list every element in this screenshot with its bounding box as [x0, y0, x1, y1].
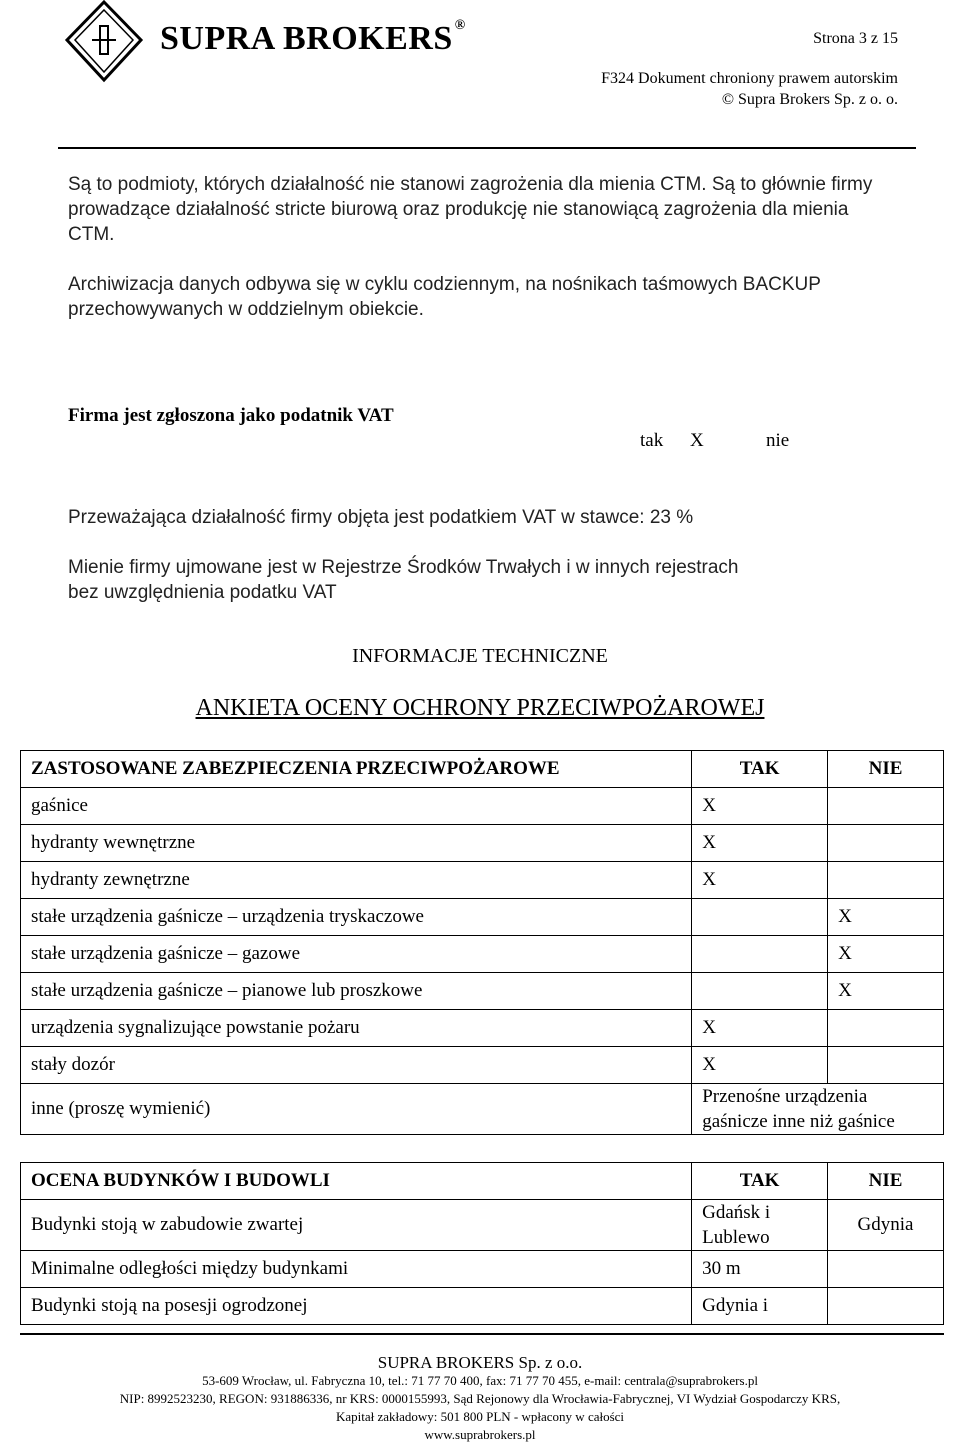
section-subtitle: ANKIETA OCENY OCHRONY PRZECIWPOŻAROWEJ [195, 695, 765, 721]
row-nie [828, 1288, 944, 1325]
row-tak: X [692, 862, 828, 899]
row-label: stały dozór [21, 1047, 692, 1084]
footer-company: SUPRA BROKERS Sp. z o.o. [377, 1353, 583, 1372]
fire-header-nie: NIE [828, 751, 944, 788]
table-row [21, 973, 944, 1010]
vat-rate: Przeważająca działalność firmy objęta jest podatkiem VAT w stawce: 23 % [68, 507, 694, 528]
footer-website[interactable]: www.suprabrokers.pl [424, 1427, 536, 1442]
vat-tak-mark: X [690, 430, 704, 451]
row-label: hydranty wewnętrzne [21, 825, 692, 862]
row-nie [828, 1047, 944, 1084]
brand-name: SUPRA BROKERS ® [160, 18, 466, 57]
row-label: Minimalne odległości między budynkami [21, 1251, 692, 1288]
table-row [21, 1010, 944, 1047]
vat-tak-label: tak [640, 430, 664, 451]
building-header-tak: TAK [692, 1163, 828, 1200]
intro-paragraph-1: Są to podmioty, których działalność nie stanowi zagrożenia dla mienia CTM. Są to głównie firmy prowadzące działalność stricte biurową oraz produkcję nie stanowiącą zagrożenia dla mienia CTM. [68, 174, 873, 245]
row-label: Budynki stoją na posesji ogrodzonej [21, 1288, 692, 1325]
footer-registry: NIP: 8992523230, REGON: 931886336, nr KRS: 0000155993, Sąd Rejonowy dla Wrocławia-Fabrycznej, VI Wydział Gospodarczy KRS, [119, 1391, 841, 1406]
row-tak [692, 899, 828, 936]
building-table-header [21, 1163, 944, 1200]
row-nie: X [828, 899, 944, 936]
row-tak: 30 m [692, 1251, 828, 1288]
footer-rule [20, 1333, 944, 1335]
other-label: inne (proszę wymienić) [21, 1084, 692, 1135]
row-tak: X [692, 1047, 828, 1084]
row-tak: Gdańsk i Lublewo [692, 1200, 828, 1251]
building-header-label: OCENA BUDYNKÓW I BUDOWLI [21, 1163, 692, 1200]
fire-header-label: ZASTOSOWANE ZABEZPIECZENIA PRZECIWPOŻAROWE [21, 751, 692, 788]
section-title: INFORMACJE TECHNICZNE [352, 645, 608, 667]
footer-address: 53-609 Wrocław, ul. Fabryczna 10, tel.: 71 77 70 400, fax: 71 77 70 455, e-mail: centrala@suprabrokers.pl [202, 1373, 758, 1388]
row-label: stałe urządzenia gaśnicze – pianowe lub proszkowe [21, 973, 692, 1010]
table-row [21, 1251, 944, 1288]
fire-table-header [21, 751, 944, 788]
footer-capital: Kapitał zakładowy: 501 800 PLN - wpłacony w całości [335, 1409, 625, 1424]
row-label: Budynki stoją w zabudowie zwartej [21, 1200, 692, 1251]
row-label: gaśnice [21, 788, 692, 825]
row-nie [828, 1010, 944, 1047]
copyright-owner: © Supra Brokers Sp. z o. o. [721, 91, 898, 108]
company-logo [64, 0, 144, 84]
footer [0, 1354, 960, 1444]
table-row [21, 899, 944, 936]
row-label: hydranty zewnętrzne [21, 862, 692, 899]
row-tak [692, 936, 828, 973]
row-label: stałe urządzenia gaśnicze – urządzenia tryskaczowe [21, 899, 692, 936]
building-table [20, 1162, 944, 1325]
table-row [21, 1200, 944, 1251]
row-nie [828, 1251, 944, 1288]
copyright-notice: F324 Dokument chroniony prawem autorskim [601, 70, 898, 87]
table-row [21, 788, 944, 825]
row-tak: X [692, 825, 828, 862]
fire-header-tak: TAK [692, 751, 828, 788]
building-header-nie: NIE [828, 1163, 944, 1200]
table-row [21, 1288, 944, 1325]
table-row [21, 1047, 944, 1084]
table-row [21, 825, 944, 862]
fire-protection-table [20, 750, 944, 1135]
row-tak [692, 973, 828, 1010]
table-row-other [21, 1084, 944, 1135]
row-label: urządzenia sygnalizujące powstanie pożaru [21, 1010, 692, 1047]
row-nie [828, 825, 944, 862]
table-row [21, 936, 944, 973]
table-row [21, 862, 944, 899]
row-tak: X [692, 1010, 828, 1047]
vat-title: Firma jest zgłoszona jako podatnik VAT [68, 405, 394, 426]
row-nie [828, 788, 944, 825]
intro-paragraph-2: Archiwizacja danych odbywa się w cyklu codziennym, na nośnikach taśmowych BACKUP przechowywanych w oddzielnym obiekcie. [68, 274, 821, 320]
assets-line-1: Mienie firmy ujmowane jest w Rejestrze Środków Trwałych i w innych rejestrach [68, 557, 739, 578]
header-rule [58, 147, 916, 149]
other-value: Przenośne urządzenia gaśnicze inne niż gaśnice [692, 1084, 944, 1135]
registered-mark: ® [454, 18, 466, 33]
row-nie: X [828, 936, 944, 973]
row-tak: X [692, 788, 828, 825]
vat-nie-label: nie [766, 430, 790, 451]
assets-line-2: bez uwzględnienia podatku VAT [68, 582, 337, 603]
row-tak: Gdynia i [692, 1288, 828, 1325]
row-label: stałe urządzenia gaśnicze – gazowe [21, 936, 692, 973]
row-nie: X [828, 973, 944, 1010]
page-number: Strona 3 z 15 [813, 30, 898, 47]
row-nie [828, 862, 944, 899]
row-nie: Gdynia [828, 1200, 944, 1251]
